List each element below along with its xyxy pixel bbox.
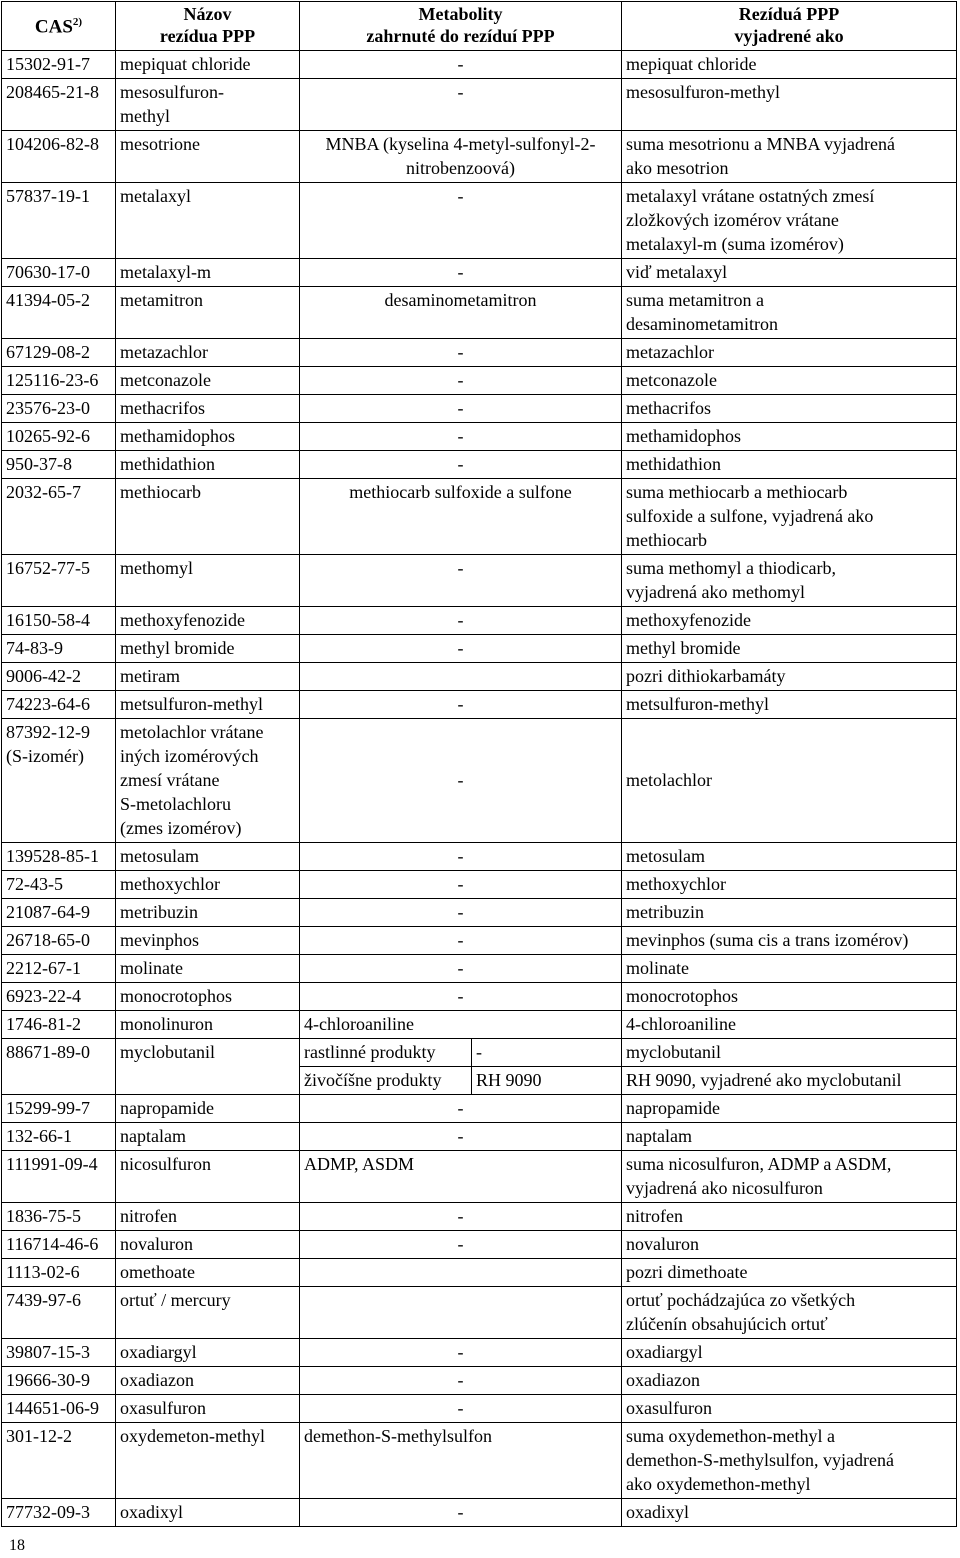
table-row: [2, 663, 957, 691]
residue-name: methiocarb: [116, 479, 300, 555]
metabolites: -: [300, 983, 622, 1011]
metabolites: -: [300, 607, 622, 635]
table-row: [2, 259, 957, 287]
table-row: [2, 691, 957, 719]
cas-number: 15299-99-7: [2, 1095, 116, 1123]
table-row: [2, 983, 957, 1011]
table-row: [2, 1259, 957, 1287]
residue-expression: mesosulfuron-methyl: [622, 79, 957, 131]
residue-name: metiram: [116, 663, 300, 691]
metabolites: 4-chloroaniline: [300, 1011, 622, 1039]
residue-name: metazachlor: [116, 339, 300, 367]
metabolites: -: [300, 955, 622, 983]
residue-expression: monocrotophos: [622, 983, 957, 1011]
cas-number: 72-43-5: [2, 871, 116, 899]
metabolites: -: [300, 871, 622, 899]
cas-number: 144651-06-9: [2, 1395, 116, 1423]
cas-number: 125116-23-6: [2, 367, 116, 395]
residue-name: napropamide: [116, 1095, 300, 1123]
residue-name: mepiquat chloride: [116, 51, 300, 79]
metabolite-value: -: [472, 1039, 622, 1067]
cas-number: 26718-65-0: [2, 927, 116, 955]
residue-expression: pozri dithiokarbamáty: [622, 663, 957, 691]
residue-expression: novaluron: [622, 1231, 957, 1259]
residue-name: myclobutanil: [116, 1039, 300, 1095]
cas-number: 77732-09-3: [2, 1499, 116, 1527]
table-row: [2, 1123, 957, 1151]
residue-expression: methoxychlor: [622, 871, 957, 899]
table-row: [2, 423, 957, 451]
residue-expression: methidathion: [622, 451, 957, 479]
table-row: [2, 843, 957, 871]
table-row: [2, 1203, 957, 1231]
residue-expression: methacrifos: [622, 395, 957, 423]
residue-expression: metazachlor: [622, 339, 957, 367]
cas-number: 88671-89-0: [2, 1039, 116, 1095]
table-row: [2, 79, 957, 131]
cas-number: 1836-75-5: [2, 1203, 116, 1231]
residue-expression: myclobutanil: [622, 1039, 957, 1067]
table-row: [2, 955, 957, 983]
residue-name: oxasulfuron: [116, 1395, 300, 1423]
table-row: [2, 367, 957, 395]
residue-expression: suma nicosulfuron, ADMP a ASDM, vyjadrená ako nicosulfuron: [622, 1151, 957, 1203]
cas-number: 16150-58-4: [2, 607, 116, 635]
residue-name: metalaxyl-m: [116, 259, 300, 287]
cas-number: 104206-82-8: [2, 131, 116, 183]
residue-name: mevinphos: [116, 927, 300, 955]
residue-expression: metconazole: [622, 367, 957, 395]
residue-expression: naptalam: [622, 1123, 957, 1151]
metabolites: [300, 663, 622, 691]
cas-number: 116714-46-6: [2, 1231, 116, 1259]
table-row: [2, 555, 957, 607]
metabolites: -: [300, 395, 622, 423]
cas-number: 39807-15-3: [2, 1339, 116, 1367]
table-row: [2, 183, 957, 259]
residue-expression: viď metalaxyl: [622, 259, 957, 287]
table-row: [2, 1499, 957, 1527]
metabolites: -: [300, 423, 622, 451]
cas-number: 1746-81-2: [2, 1011, 116, 1039]
residue-name: oxadiargyl: [116, 1339, 300, 1367]
residue-name: methacrifos: [116, 395, 300, 423]
cas-number: 70630-17-0: [2, 259, 116, 287]
cas-number: 2212-67-1: [2, 955, 116, 983]
table-row: [2, 1095, 957, 1123]
metabolites: -: [300, 635, 622, 663]
cas-number: 19666-30-9: [2, 1367, 116, 1395]
cas-number: 111991-09-4: [2, 1151, 116, 1203]
residue-name: methoxychlor: [116, 871, 300, 899]
metabolites: demethon-S-methylsulfon: [300, 1423, 622, 1499]
table-row: [2, 1231, 957, 1259]
metabolites: -: [300, 51, 622, 79]
metabolites: -: [300, 927, 622, 955]
residue-name: metolachlor vrátane iných izomérových zmesí vrátane S-metolachloru (zmes izomérov): [116, 719, 300, 843]
residue-name: metribuzin: [116, 899, 300, 927]
residue-expression: metosulam: [622, 843, 957, 871]
residue-name: oxydemeton-methyl: [116, 1423, 300, 1499]
metabolites: -: [300, 451, 622, 479]
residue-expression: suma methomyl a thiodicarb, vyjadrená ako methomyl: [622, 555, 957, 607]
table-row: [2, 1039, 957, 1067]
cas-number: 57837-19-1: [2, 183, 116, 259]
cas-number: 41394-05-2: [2, 287, 116, 339]
table-row: [2, 395, 957, 423]
residue-expression: metsulfuron-methyl: [622, 691, 957, 719]
table-row: [2, 479, 957, 555]
residue-name: molinate: [116, 955, 300, 983]
residue-name: mesotrione: [116, 131, 300, 183]
table-row: [2, 1423, 957, 1499]
header-name: Názov rezídua PPP: [116, 2, 300, 51]
cas-number: 67129-08-2: [2, 339, 116, 367]
cas-number: 7439-97-6: [2, 1287, 116, 1339]
residue-expression: metribuzin: [622, 899, 957, 927]
metabolites: -: [300, 555, 622, 607]
residue-name: metalaxyl: [116, 183, 300, 259]
residue-expression: oxadiazon: [622, 1367, 957, 1395]
metabolites: -: [300, 1203, 622, 1231]
residue-name: metamitron: [116, 287, 300, 339]
cas-number: 15302-91-7: [2, 51, 116, 79]
cas-number: 1113-02-6: [2, 1259, 116, 1287]
residue-name: methyl bromide: [116, 635, 300, 663]
table-row: [2, 871, 957, 899]
residue-expression: methamidophos: [622, 423, 957, 451]
metabolites: -: [300, 1339, 622, 1367]
page-number: 18: [9, 1537, 25, 1554]
residue-expression: napropamide: [622, 1095, 957, 1123]
cas-number: 132-66-1: [2, 1123, 116, 1151]
table-header-row: [2, 2, 957, 51]
residue-name: methomyl: [116, 555, 300, 607]
metabolite-scope: rastlinné produkty: [300, 1039, 472, 1067]
table-row: [2, 1151, 957, 1203]
residue-expression: metolachlor: [622, 719, 957, 843]
table-row: [2, 607, 957, 635]
table-row: [2, 719, 957, 843]
residue-expression: molinate: [622, 955, 957, 983]
cas-number: 139528-85-1: [2, 843, 116, 871]
cas-number: 21087-64-9: [2, 899, 116, 927]
table-row: [2, 451, 957, 479]
table-row: [2, 927, 957, 955]
table-row: [2, 51, 957, 79]
metabolites: ADMP, ASDM: [300, 1151, 622, 1203]
residue-expression: 4-chloroaniline: [622, 1011, 957, 1039]
residue-name: methoxyfenozide: [116, 607, 300, 635]
residue-expression: oxadixyl: [622, 1499, 957, 1527]
residue-name: nicosulfuron: [116, 1151, 300, 1203]
table-row: [2, 635, 957, 663]
cas-number: 16752-77-5: [2, 555, 116, 607]
residue-name: novaluron: [116, 1231, 300, 1259]
residue-table: [1, 1, 957, 1527]
table-row: [2, 1367, 957, 1395]
cas-number: 23576-23-0: [2, 395, 116, 423]
cas-number: 6923-22-4: [2, 983, 116, 1011]
header-residue-expressed: Rezíduá PPP vyjadrené ako: [622, 2, 957, 51]
metabolites: -: [300, 339, 622, 367]
header-cas: CAS$^{2)}$: [2, 2, 116, 51]
metabolites: -: [300, 1123, 622, 1151]
metabolites: -: [300, 899, 622, 927]
residue-name: methamidophos: [116, 423, 300, 451]
metabolites: [300, 1259, 622, 1287]
metabolite-value: RH 9090: [472, 1067, 622, 1095]
cas-number: 10265-92-6: [2, 423, 116, 451]
cas-number: 950-37-8: [2, 451, 116, 479]
metabolites: -: [300, 1395, 622, 1423]
metabolites: -: [300, 183, 622, 259]
residue-expression: suma oxydemethon-methyl a demethon-S-methylsulfon, vyjadrená ako oxydemethon-methyl: [622, 1423, 957, 1499]
table-row: [2, 339, 957, 367]
metabolites: -: [300, 1367, 622, 1395]
header-cas-footnote: 2): [72, 16, 83, 29]
cas-number: 2032-65-7: [2, 479, 116, 555]
residue-name: monocrotophos: [116, 983, 300, 1011]
table-row: [2, 1287, 957, 1339]
table-row: [2, 287, 957, 339]
metabolites: -: [300, 79, 622, 131]
table-row: [2, 1011, 957, 1039]
residue-expression: methoxyfenozide: [622, 607, 957, 635]
metabolites: -: [300, 843, 622, 871]
table-row: [2, 1395, 957, 1423]
residue-name: naptalam: [116, 1123, 300, 1151]
residue-expression: mevinphos (suma cis a trans izomérov): [622, 927, 957, 955]
residue-expression: ortuť pochádzajúca zo všetkých zlúčenín obsahujúcich ortuť: [622, 1287, 957, 1339]
table-row: [2, 131, 957, 183]
residue-name: omethoate: [116, 1259, 300, 1287]
residue-name: ortuť / mercury: [116, 1287, 300, 1339]
cas-number: 74223-64-6: [2, 691, 116, 719]
metabolites: [300, 1287, 622, 1339]
residue-expression: oxadiargyl: [622, 1339, 957, 1367]
metabolites: -: [300, 367, 622, 395]
residue-name: mesosulfuron- methyl: [116, 79, 300, 131]
residue-name: nitrofen: [116, 1203, 300, 1231]
metabolites: -: [300, 1499, 622, 1527]
metabolites: methiocarb sulfoxide a sulfone: [300, 479, 622, 555]
cas-number: 87392-12-9 (S-izomér): [2, 719, 116, 843]
residue-expression: nitrofen: [622, 1203, 957, 1231]
cas-number: 208465-21-8: [2, 79, 116, 131]
metabolite-scope: živočíšne produkty: [300, 1067, 472, 1095]
residue-name: oxadiazon: [116, 1367, 300, 1395]
metabolites: -: [300, 691, 622, 719]
residue-name: metsulfuron-methyl: [116, 691, 300, 719]
cas-number: 9006-42-2: [2, 663, 116, 691]
header-metabolites: Metabolity zahrnuté do rezíduí PPP: [300, 2, 622, 51]
residue-expression: suma methiocarb a methiocarb sulfoxide a sulfone, vyjadrená ako methiocarb: [622, 479, 957, 555]
metabolites: -: [300, 1095, 622, 1123]
residue-name: methidathion: [116, 451, 300, 479]
residue-expression: methyl bromide: [622, 635, 957, 663]
residue-name: metconazole: [116, 367, 300, 395]
metabolites: -: [300, 1231, 622, 1259]
residue-expression: pozri dimethoate: [622, 1259, 957, 1287]
table-body: [2, 51, 957, 1527]
residue-name: metosulam: [116, 843, 300, 871]
residue-expression: oxasulfuron: [622, 1395, 957, 1423]
cas-number: 301-12-2: [2, 1423, 116, 1499]
cas-number: 74-83-9: [2, 635, 116, 663]
residue-name: oxadixyl: [116, 1499, 300, 1527]
residue-expression: suma mesotrionu a MNBA vyjadrená ako mesotrion: [622, 131, 957, 183]
metabolites: desaminometamitron: [300, 287, 622, 339]
metabolites: -: [300, 719, 622, 843]
residue-expression: metalaxyl vrátane ostatných zmesí zložkových izomérov vrátane metalaxyl-m (suma izomérov): [622, 183, 957, 259]
table-row: [2, 899, 957, 927]
residue-expression: RH 9090, vyjadrené ako myclobutanil: [622, 1067, 957, 1095]
residue-name: monolinuron: [116, 1011, 300, 1039]
metabolites: -: [300, 259, 622, 287]
residue-expression: mepiquat chloride: [622, 51, 957, 79]
metabolites: MNBA (kyselina 4-metyl-sulfonyl-2- nitrobenzoová): [300, 131, 622, 183]
table-row: [2, 1339, 957, 1367]
residue-expression: suma metamitron a desaminometamitron: [622, 287, 957, 339]
